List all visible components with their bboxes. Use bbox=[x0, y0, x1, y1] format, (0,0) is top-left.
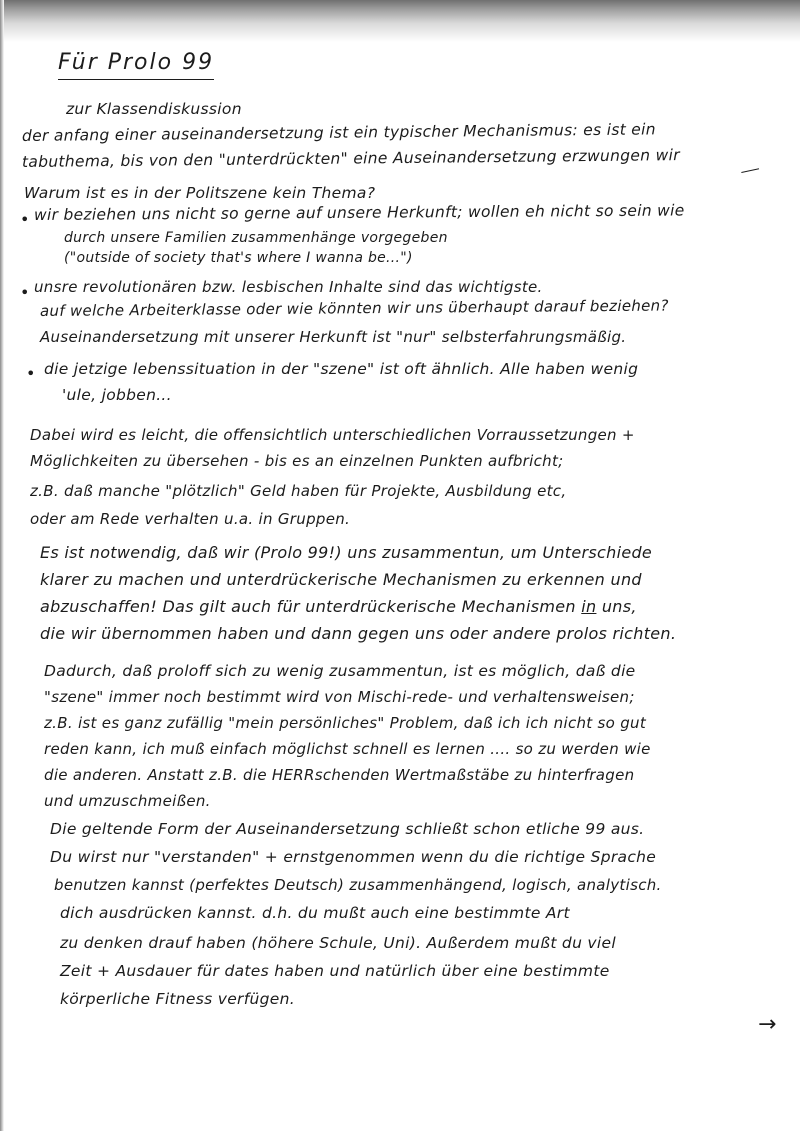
text-line: reden kann, ich muß einfach möglichst schnell es lernen .... so zu werden wie bbox=[44, 740, 651, 758]
text-line: tabuthema, bis von den "unterdrückten" eine Auseinandersetzung erzwungen wir bbox=[21, 146, 680, 171]
text-line: Dadurch, daß proloff sich zu wenig zusammentun, ist es möglich, daß die bbox=[44, 662, 636, 680]
text-line: auf welche Arbeiterklasse oder wie könnten wir uns überhaupt darauf beziehen? bbox=[39, 296, 669, 320]
text-line: der anfang einer auseinandersetzung ist ein typischer Mechanismus: es ist ein bbox=[21, 120, 656, 145]
text-line: benutzen kannst (perfektes Deutsch) zusammenhängend, logisch, analytisch. bbox=[54, 876, 662, 894]
text-line: die jetzige lebenssituation in der "szene" ist oft ähnlich. Alle haben wenig bbox=[44, 360, 639, 378]
text-line: wir beziehen uns nicht so gerne auf unsere Herkunft; wollen eh nicht so sein wie bbox=[33, 201, 685, 224]
text-line: zu denken drauf haben (höhere Schule, Uni). Außerdem mußt du viel bbox=[60, 934, 616, 952]
text-line: Zeit + Ausdauer für dates haben und natürlich über eine bestimmte bbox=[60, 962, 610, 980]
text-line: und umzuschmeißen. bbox=[44, 792, 211, 810]
text-line: klarer zu machen und unterdrückerische Mechanismen zu erkennen und bbox=[40, 570, 642, 589]
bullet-dot: • bbox=[20, 210, 30, 229]
text-line: körperliche Fitness verfügen. bbox=[60, 990, 295, 1008]
subtitle: zur Klassendiskussion bbox=[66, 100, 242, 118]
scan-shadow-left bbox=[0, 0, 4, 1131]
text-line: oder am Rede verhalten u.a. in Gruppen. bbox=[30, 510, 351, 528]
scan-shadow-top bbox=[0, 0, 800, 42]
text-line: Dabei wird es leicht, die offensichtlich unterschiedlichen Vorraussetzungen + bbox=[30, 426, 635, 444]
text-line: Möglichkeiten zu übersehen - bis es an einzelnen Punkten aufbricht; bbox=[30, 452, 564, 470]
page-title: Für Prolo 99 bbox=[58, 50, 214, 80]
text-line: abzuschaffen! Das gilt auch für unterdrückerische Mechanismen in uns, bbox=[40, 597, 637, 616]
quote-line: ("outside of society that's where I wanna be...") bbox=[64, 250, 413, 266]
text-line: die anderen. Anstatt z.B. die HERRschenden Wertmaßstäbe zu hinterfragen bbox=[44, 766, 635, 784]
text-line: z.B. daß manche "plötzlich" Geld haben für Projekte, Ausbildung etc, bbox=[30, 482, 567, 500]
text-line: Es ist notwendig, daß wir (Prolo 99!) uns zusammentun, um Unterschiede bbox=[40, 543, 653, 562]
text-line: Auseinandersetzung mit unserer Herkunft ist "nur" selbsterfahrungsmäßig. bbox=[40, 328, 627, 346]
text-line: unsre revolutionären bzw. lesbischen Inhalte sind das wichtigste. bbox=[34, 278, 543, 296]
question-heading: Warum ist es in der Politszene kein Thema? bbox=[24, 184, 376, 202]
text-line: Du wirst nur "verstanden" + ernstgenommen wenn du die richtige Sprache bbox=[50, 848, 657, 866]
continue-arrow-icon: → bbox=[758, 1012, 777, 1037]
bullet-dot: • bbox=[26, 364, 36, 383]
text-line: die wir übernommen haben und dann gegen uns oder andere prolos richten. bbox=[40, 624, 677, 643]
text-line: dich ausdrücken kannst. d.h. du mußt auch eine bestimmte Art bbox=[60, 904, 570, 922]
text-line: 'ule, jobben... bbox=[62, 386, 172, 404]
text-line: "szene" immer noch bestimmt wird von Mischi-rede- und verhaltensweisen; bbox=[44, 688, 635, 706]
bullet-dot: • bbox=[20, 283, 30, 302]
pen-mark bbox=[741, 168, 760, 181]
text-line: z.B. ist es ganz zufällig "mein persönliches" Problem, daß ich ich nicht so gut bbox=[44, 714, 647, 732]
text-line: Die geltende Form der Auseinandersetzung schließt schon etliche 99 aus. bbox=[50, 820, 645, 838]
underlined-word: in bbox=[581, 597, 597, 616]
text-line: durch unsere Familien zusammenhänge vorgegeben bbox=[64, 230, 448, 246]
